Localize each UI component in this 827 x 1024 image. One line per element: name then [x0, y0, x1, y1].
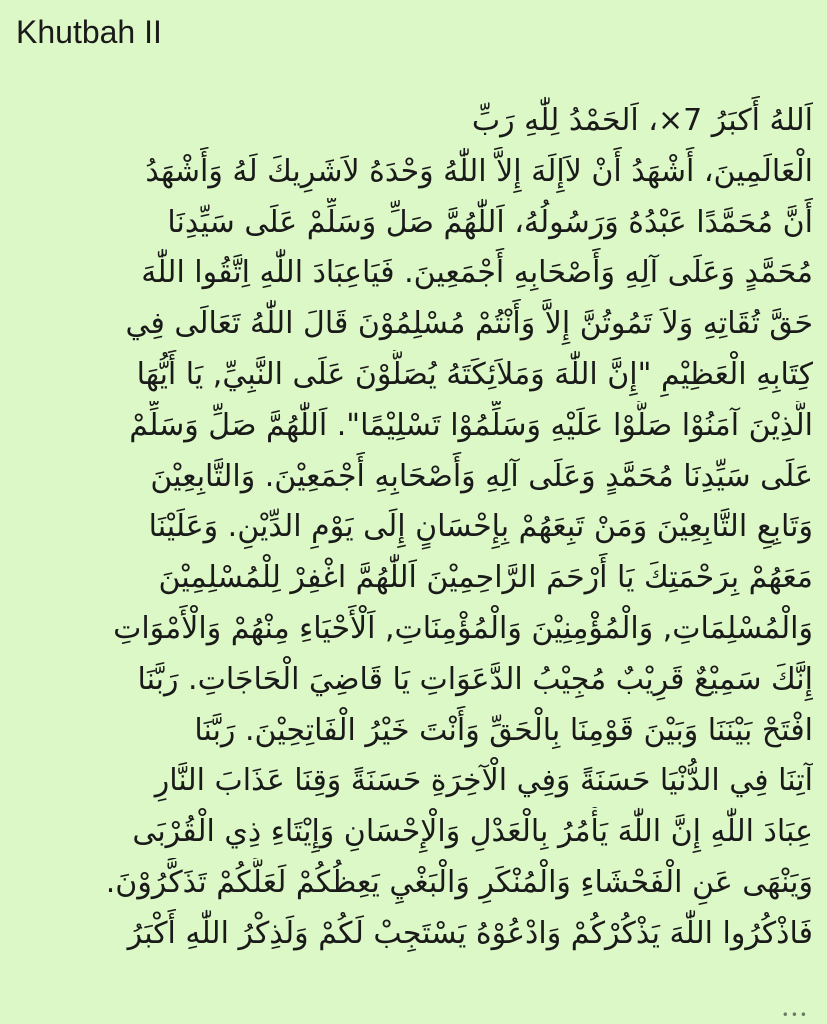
text-line: مُحَمَّدٍ وَعَلَى آلِهِ وَأَصْحَابِهِ أَجْمَعِينَ. فَيَاعِبَادَ اللّٰهِ اِتَّقُوا اللّٰهَ — [141, 255, 813, 291]
text-line: افْتَحْ بَيْنَنَا وَبَيْنَ قَوْمِنَا بِالْحَقِّ وَأَنْتَ خَيْرُ الْفَاتِحِيْنَ. رَبَّنَا — [194, 712, 813, 748]
text-line: أَنَّ مُحَمَّدًا عَبْدُهُ وَرَسُولُهُ، اَللّٰهُمَّ صَلِّ وَسَلِّمْ عَلَى سَيِّدِنَا — [167, 204, 813, 240]
text-line: عِبَادَ اللّٰهِ إِنَّ اللّٰهَ يَأْمُرُ بِالْعَدْلِ وَالْإِحْسَانِ وَإِيْتَاءِ ذِي الْقُرْبَى — [132, 814, 813, 850]
text-line: آتِنَا فِي الدُّنْيَا حَسَنَةً وَفِي الْآخِرَةِ حَسَنَةً وَقِنَا عَذَابَ النَّارِ — [154, 763, 813, 799]
text-line: اَللهُ أَكبَرُ 7×، اَلحَمْدُ لِلّٰهِ رَبِّ — [471, 103, 813, 138]
text-line: عَلَى سَيِّدِنَا مُحَمَّدٍ وَعَلَى آلِهِ وَأَصْحَابِهِ أَجْمَعِيْنَ. وَالتَّابِعِيْنَ — [150, 458, 813, 494]
page-title: Khutbah II — [16, 14, 162, 50]
text-line: مَعَهُمْ بِرَحْمَتِكَ يَا أَرْحَمَ الرَّاحِمِيْنَ اَللّٰهُمَّ اغْفِرْ لِلْمُسْلِمِيْنَ — [158, 560, 813, 596]
text-line: وَتَابِعِ التَّابِعِيْنَ وَمَنْ تَبِعَهُمْ بِإِحْسَانٍ إِلَى يَوْمِ الدِّيْنِ. وَعَلَيْنَا — [148, 509, 813, 545]
text-line: فَاذْكُرُوا اللّٰهَ يَذْكُرْكُمْ وَادْعُوْهُ يَسْتَجِبْ لَكُمْ وَلَذِكْرُ اللّٰهِ أَكْبَرُ — [127, 915, 813, 951]
text-line: وَيَنْهَى عَنِ الْفَحْشَاءِ وَالْمُنْكَرِ وَالْبَغْيِ يَعِظُكُمْ لَعَلَّكُمْ تَذَكَّرُوْنَ. — [105, 864, 813, 900]
text-line: كِتَابِهِ الْعَظِيْمِ "إِنَّ اللّٰهَ وَمَلاَئِكَتَهُ يُصَلُّوْنَ عَلَى النَّبِيِّ, يَا أَيُّهَا — [136, 356, 813, 392]
arabic-text-block — [14, 96, 813, 1004]
text-line: إِنَّكَ سَمِيْعٌ قَرِيْبٌ مُجِيْبُ الدَّعَوَاتِ يَا قَاضِيَ الْحَاجَاتِ. رَبَّنَا — [137, 661, 813, 697]
scroll-dots-icon: ••• — [781, 1008, 809, 1022]
text-line: حَقَّ تُقَاتِهِ وَلاَ تَمُوتُنَّ إِلاَّ وَأَنْتُمْ مُسْلِمُوْنَ قَالَ اللّٰهُ تَعَالَى فِي — [125, 306, 813, 342]
text-line: وَالْمُسْلِمَاتِ, وَالْمُؤْمِنِيْنَ وَالْمُؤْمِنَاتِ, اَلْأَحْيَاءِ مِنْهُمْ وَالْأَمْوَاتِ — [113, 610, 813, 646]
text-line: الَّذِيْنَ آمَنُوْا صَلُّوْا عَلَيْهِ وَسَلِّمُوْا تَسْلِيْمًا". اَللّٰهُمَّ صَلِّ وَسَلِّمْ — [129, 407, 813, 443]
text-line: الْعَالَمِينَ، أَشْهَدُ أَنْ لاَإِلَهَ إِلاَّ اللّٰهُ وَحْدَهُ لاَشَرِيكَ لَهُ وَأَشْهَدُ — [145, 153, 813, 189]
